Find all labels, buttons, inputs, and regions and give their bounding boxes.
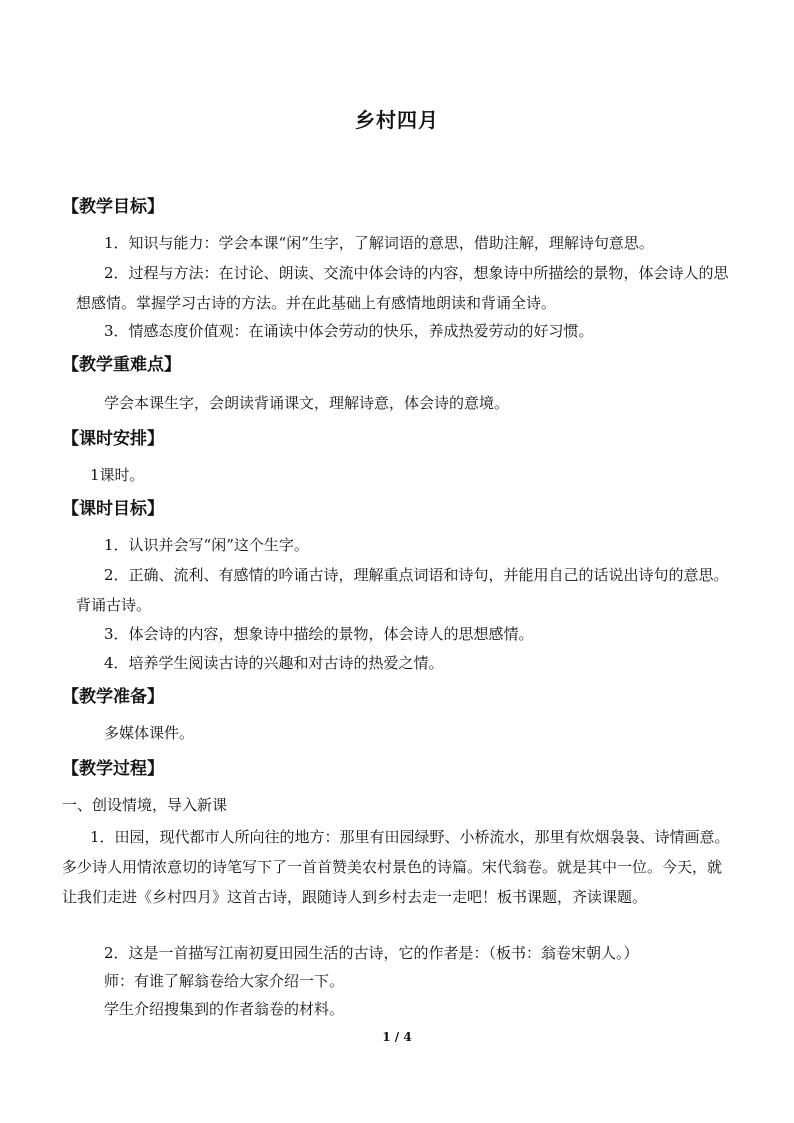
schedule-text: 1课时。 — [90, 466, 145, 484]
goal-item-2: 2．过程与方法：在讨论、朗读、交流中体会诗的内容，想象诗中所描绘的景物，体会诗人的思想感情。掌握学习古诗的方法。并在此基础上有感情地朗读和背诵全诗。 — [76, 264, 729, 312]
section-heading-process: 【教学过程】 — [62, 759, 164, 779]
section-heading-key-points: 【教学重难点】 — [62, 355, 181, 375]
preparation-text: 多媒体课件。 — [104, 724, 195, 742]
page-title: 乡村四月 — [355, 108, 439, 132]
process-subheading: 一、创设情境，导入新课 — [62, 796, 228, 814]
section-heading-lesson-goals: 【课时目标】 — [62, 499, 164, 519]
lesson-goal-item-1: 1．认识并会写“闲”这个生字。 — [104, 536, 309, 554]
goal-item-3: 3．情感态度价值观：在诵读中体会劳动的快乐，养成热爱劳动的好习惯。 — [104, 322, 594, 340]
process-item-1: 1．田园，现代都市人所向往的地方：那里有田园绿野、小桥流水，那里有炊烟袅袅、诗情画意。多少诗人用情浓意切的诗笔写下了一首首赞美农村景色的诗篇。宋代翁卷。就是其中一位。今天，就让我们走进《乡村四月》这首古诗，跟随诗人到乡村去走一走吧！板书课题，齐读课题。 — [62, 828, 730, 906]
process-item-3: 师：有谁了解翁卷给大家介绍一下。 — [104, 972, 345, 990]
section-heading-goals: 【教学目标】 — [62, 197, 164, 217]
process-item-2: 2．这是一首描写江南初夏田园生活的古诗，它的作者是：（板书：翁卷宋朝人。） — [104, 944, 639, 962]
lesson-goal-item-2: 2．正确、流利、有感情的吟诵古诗，理解重点词语和诗句，并能用自己的话说出诗句的意思。背诵古诗。 — [76, 566, 729, 614]
section-heading-preparation: 【教学准备】 — [62, 687, 164, 707]
lesson-goal-item-3: 3．体会诗的内容，想象诗中描绘的景物，体会诗人的思想感情。 — [104, 625, 534, 643]
process-item-4: 学生介绍搜集到的作者翁卷的材料。 — [104, 1000, 345, 1018]
page-number: 1 / 4 — [382, 1030, 412, 1044]
lesson-goal-item-4: 4．培养学生阅读古诗的兴趣和对古诗的热爱之情。 — [104, 654, 444, 672]
key-points-text: 学会本课生字，会朗读背诵课文，理解诗意，体会诗的意境。 — [104, 394, 510, 412]
goal-item-1: 1．知识与能力：学会本课“闲”生字，了解词语的意思，借助注解，理解诗句意思。 — [104, 234, 654, 252]
section-heading-schedule: 【课时安排】 — [62, 429, 164, 449]
